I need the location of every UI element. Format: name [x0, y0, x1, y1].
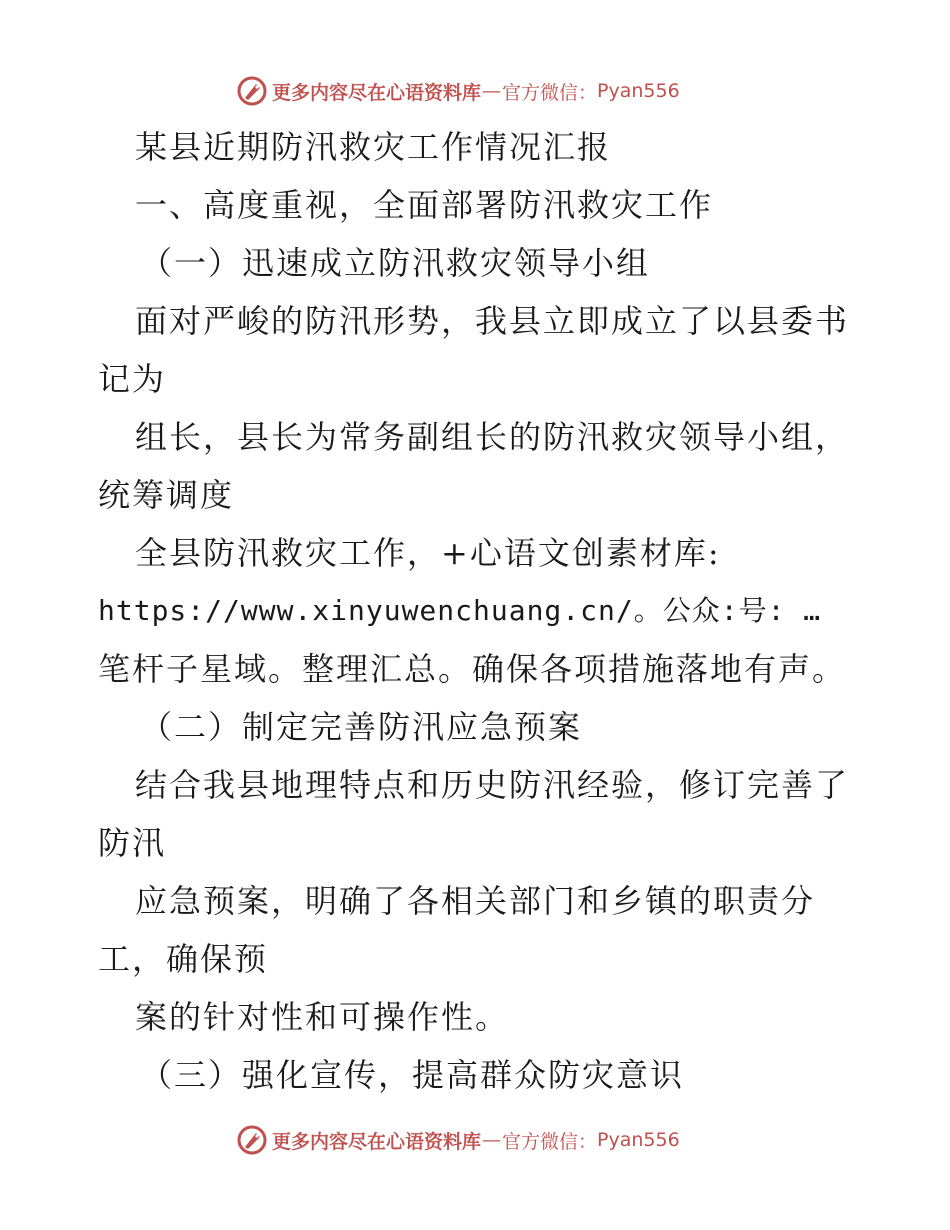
- pen-nib-logo-icon: [236, 75, 268, 107]
- paragraph-line: 笔杆子星域。整理汇总。确保各项措施落地有声。: [98, 650, 847, 688]
- watermark-dash: —: [482, 1129, 502, 1151]
- paragraph-line: 组长，县长为常务副组长的防汛救灾领导小组，: [135, 418, 850, 456]
- document-title: 某县近期防汛救灾工作情况汇报: [135, 128, 612, 166]
- pen-nib-logo-icon: [236, 1124, 268, 1156]
- section-heading-1: 一、高度重视，全面部署防汛救灾工作: [135, 186, 714, 224]
- subsection-heading-3: （三）强化宣传，提高群众防灾意识: [140, 1056, 685, 1094]
- watermark-dash: —: [482, 80, 502, 102]
- paragraph-line: 结合我县地理特点和历史防汛经验，修订完善了: [135, 766, 850, 804]
- watermark-brand: 更多内容尽在心语资料库: [272, 1130, 482, 1153]
- paragraph-line: 案的针对性和可操作性。: [135, 998, 510, 1036]
- watermark-label: 官方微信：: [502, 1130, 598, 1153]
- subsection-heading-2: （二）制定完善防汛应急预案: [140, 708, 583, 746]
- watermark-brand: 更多内容尽在心语资料库: [272, 81, 482, 104]
- paragraph-line: 记为: [98, 360, 167, 398]
- watermark-footer: [236, 1123, 680, 1157]
- paragraph-line: 工，确保预: [98, 940, 269, 978]
- watermark-label: 官方微信：: [502, 81, 598, 104]
- paragraph-line: 防汛: [98, 824, 167, 862]
- subsection-heading-1: （一）迅速成立防汛救灾领导小组: [140, 244, 651, 282]
- paragraph-line: 统筹调度: [98, 476, 235, 514]
- paragraph-line: 应急预案，明确了各相关部门和乡镇的职责分: [135, 882, 816, 920]
- watermark-id: Pyan556: [597, 1129, 680, 1151]
- paragraph-line: 全县防汛救灾工作，+心语文创素材库:: [135, 534, 721, 572]
- paragraph-line-url: https://www.xinyuwenchuang.cn/。公众:号: …: [98, 594, 822, 627]
- watermark-header: [236, 74, 680, 108]
- paragraph-line: 面对严峻的防汛形势，我县立即成立了以县委书: [135, 302, 850, 340]
- watermark-id: Pyan556: [597, 80, 680, 102]
